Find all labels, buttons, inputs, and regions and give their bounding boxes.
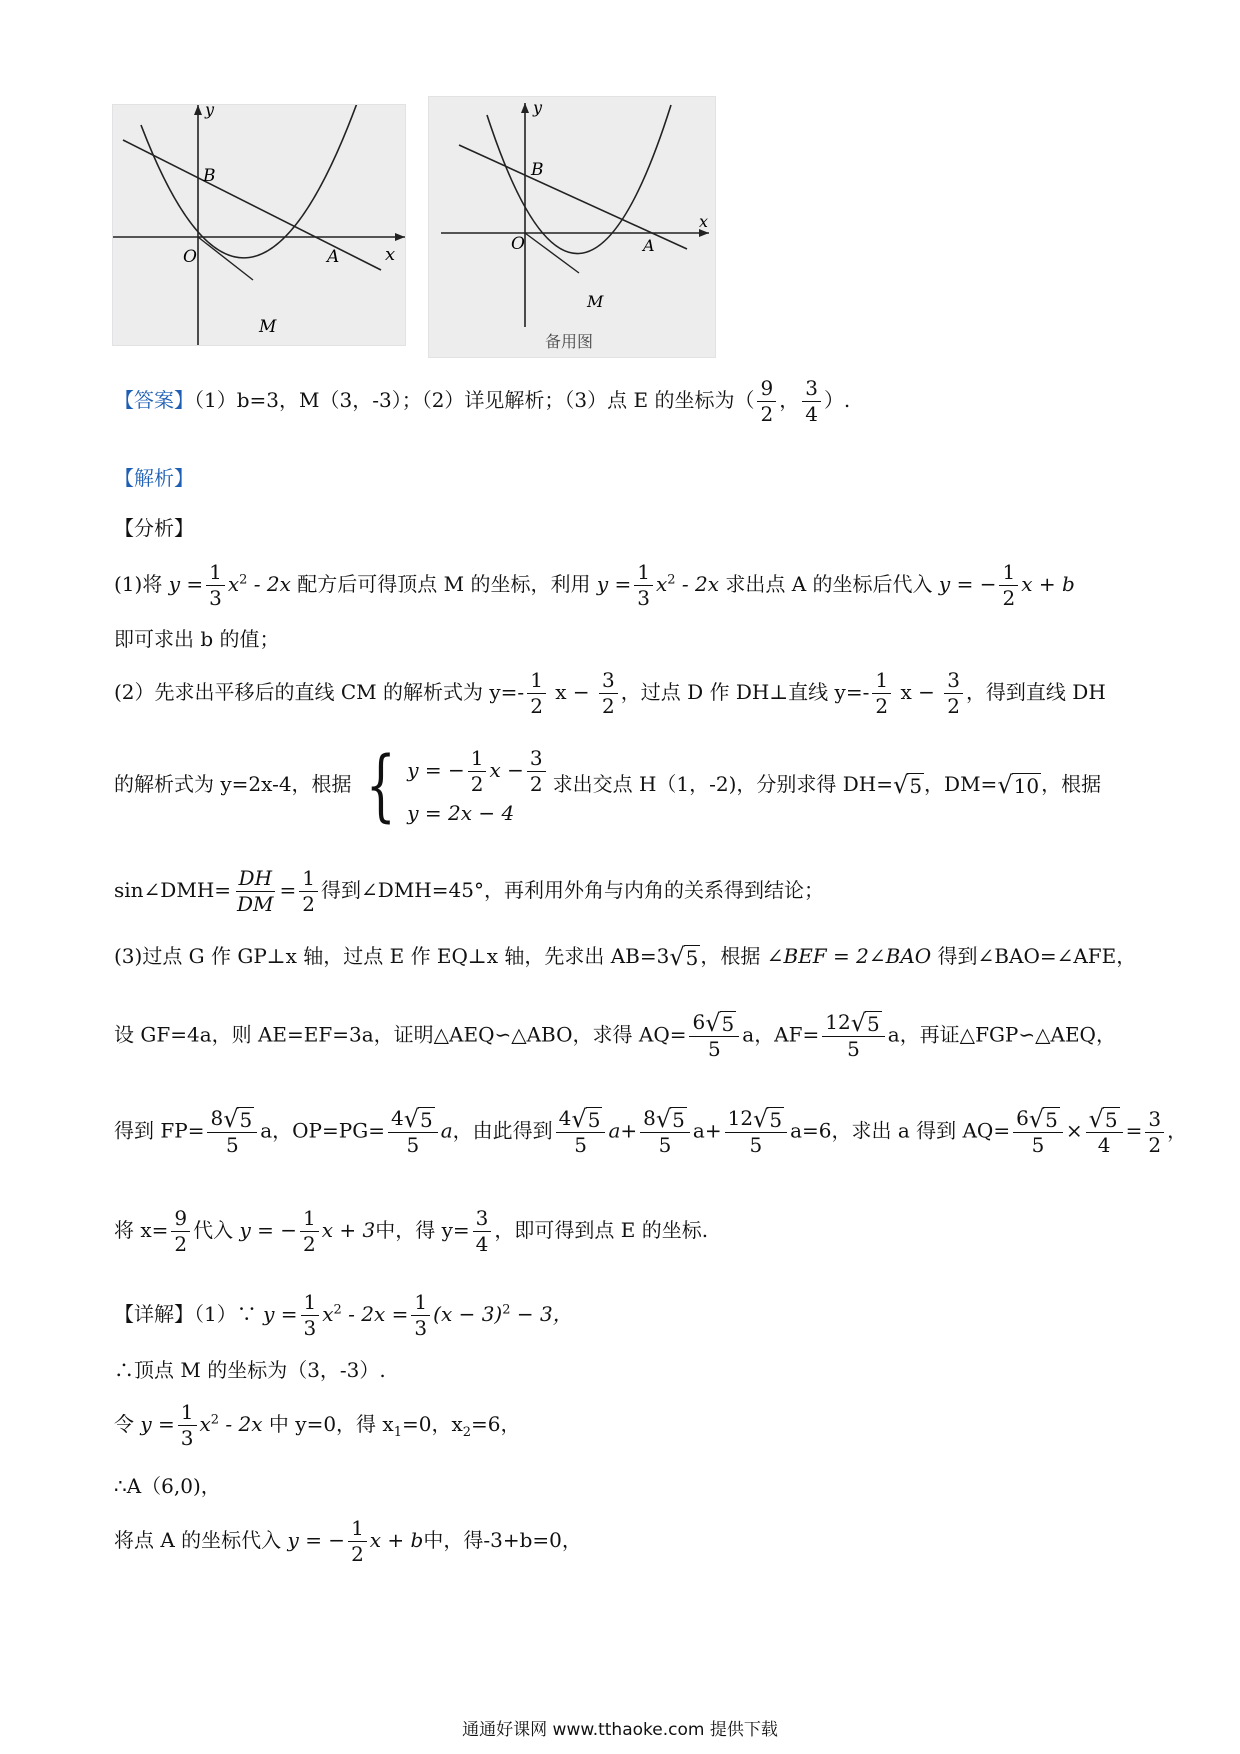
line-ab xyxy=(123,140,381,270)
fenxi-heading: 【分析】 xyxy=(114,516,194,540)
analysis-1-line-2: 即可求出 b 的值； xyxy=(114,627,280,651)
fraction: $\frac{3}{4}$ xyxy=(802,376,821,427)
label-y: y xyxy=(533,98,543,117)
label-a: A xyxy=(327,247,340,267)
label-y: y xyxy=(205,105,215,119)
label-b: B xyxy=(203,166,216,186)
footer-text: 通通好课网 www.tthaoke.com 提供下载 xyxy=(462,1720,778,1740)
analysis-1-line-1: (1)将 y = $\frac{1}{3}$ $x^2 - 2x$ 配方后可得顶点 M 的坐标，利用 y = $\frac{1}{3}$ $x^2 - 2x$ 求出点 A 的坐标后代入 y = − $\frac{1}{2}$ x + b xyxy=(114,560,1075,610)
analysis-3-line-3: 得到 FP= 8 √ 5 5 a，OP=PG= 4 √ 5 5 a，由此得到 4 √ 5 5 a+ 8 √ 5 5 a+ 12 √ 5 5 a=6，求出 a 得到 AQ= 6 √ 5 5 × √ 5 4 = $\frac{3}{2}$ ， xyxy=(114,1105,1188,1157)
detail-line-5: 将点 A 的坐标代入 y = − $\frac{1}{2}$ x + b中，得-3+b=0， xyxy=(114,1516,582,1566)
answer-tag: 【答案】 xyxy=(114,388,194,412)
detail-line-3: 令 y = $\frac{1}{3}$ $x^2 - 2x$ 中 y=0，得 $x_1=0$，$x_2=6$， xyxy=(114,1400,521,1450)
analysis-2-line-2: 的解析式为 y=2x-4，根据 { y = − $\frac{1}{2}$ x − $\frac{3}{2}$ y = 2x − 4 求出交点 H（1，-2)，分别求得 DH= √ 5 ，DM= √ 10 ，根据 xyxy=(114,740,1102,831)
analysis-2-line-3: sin∠DMH= $\frac{DH}{DM}$ = $\frac{1}{2}$ 得到∠DMH=45°，再利用外角与内角的关系得到结论； xyxy=(114,866,824,916)
label-x: x xyxy=(385,244,396,265)
figure-graph-2 xyxy=(428,96,716,358)
analysis-3-line-1: (3)过点 G 作 GP⊥x 轴，过点 E 作 EQ⊥x 轴，先求出 AB=3 √ 5 ，根据 ∠BEF = 2∠BAO 得到∠BAO=∠AFE， xyxy=(114,943,1137,971)
label-m: M xyxy=(587,292,604,311)
label-x: x xyxy=(699,212,709,231)
figure-graph-1 xyxy=(112,104,406,346)
graph-2-svg xyxy=(429,97,715,357)
label-m: M xyxy=(259,317,277,337)
fraction: $\frac{9}{2}$ xyxy=(757,376,776,427)
detail-line-4: ∴A（6,0)， xyxy=(114,1474,221,1498)
label-o: O xyxy=(511,234,525,254)
analysis-3-line-2: 设 GF=4a，则 AE=EF=3a，证明△AEQ∽△ABO，求得 AQ= 6 √ 5 5 a，AF= 12 √ 5 5 a，再证△FGP∽△AEQ， xyxy=(114,1009,1116,1061)
parabola xyxy=(141,105,360,258)
label-a: A xyxy=(643,236,655,255)
detail-line-2: ∴顶点 M 的坐标为（3，-3）. xyxy=(114,1358,386,1382)
parabola xyxy=(487,105,671,254)
graph-1-svg xyxy=(113,105,405,345)
detail-line-1: 【详解】（1）∵ y = $\frac{1}{3}$ $x^2 - 2x$ = $\frac{1}{3}$ $(x - 3)^2 - 3$， xyxy=(114,1290,573,1340)
analysis-2-line-1: (2）先求出平移后的直线 CM 的解析式为 y=- $\frac{1}{2}$ x − $\frac{3}{2}$ ，过点 D 作 DH⊥直线 y=- $\frac{1}{2}$ x − $\frac{3}{2}$ ，得到直线 DH xyxy=(114,668,1106,718)
label-o: O xyxy=(183,247,197,267)
answer-line: 【答案】（1）b=3，M（3，-3）；（2）详见解析；（3）点 E 的坐标为（ $\frac{9}{2}$ ， $\frac{3}{4}$ ）. xyxy=(114,376,851,426)
label-b: B xyxy=(531,160,544,180)
analysis-3-line-4: 将 x= $\frac{9}{2}$ 代入 y = − $\frac{1}{2}$ x + 3中，得 y= $\frac{3}{4}$ ，即可得到点 E 的坐标. xyxy=(114,1206,709,1256)
figure-caption: 备用图 xyxy=(545,332,594,351)
jiexi-heading: 【解析】 xyxy=(114,466,194,490)
equation-system: { y = − $\frac{1}{2}$ x − $\frac{3}{2}$ y = 2x − 4 xyxy=(356,746,549,825)
